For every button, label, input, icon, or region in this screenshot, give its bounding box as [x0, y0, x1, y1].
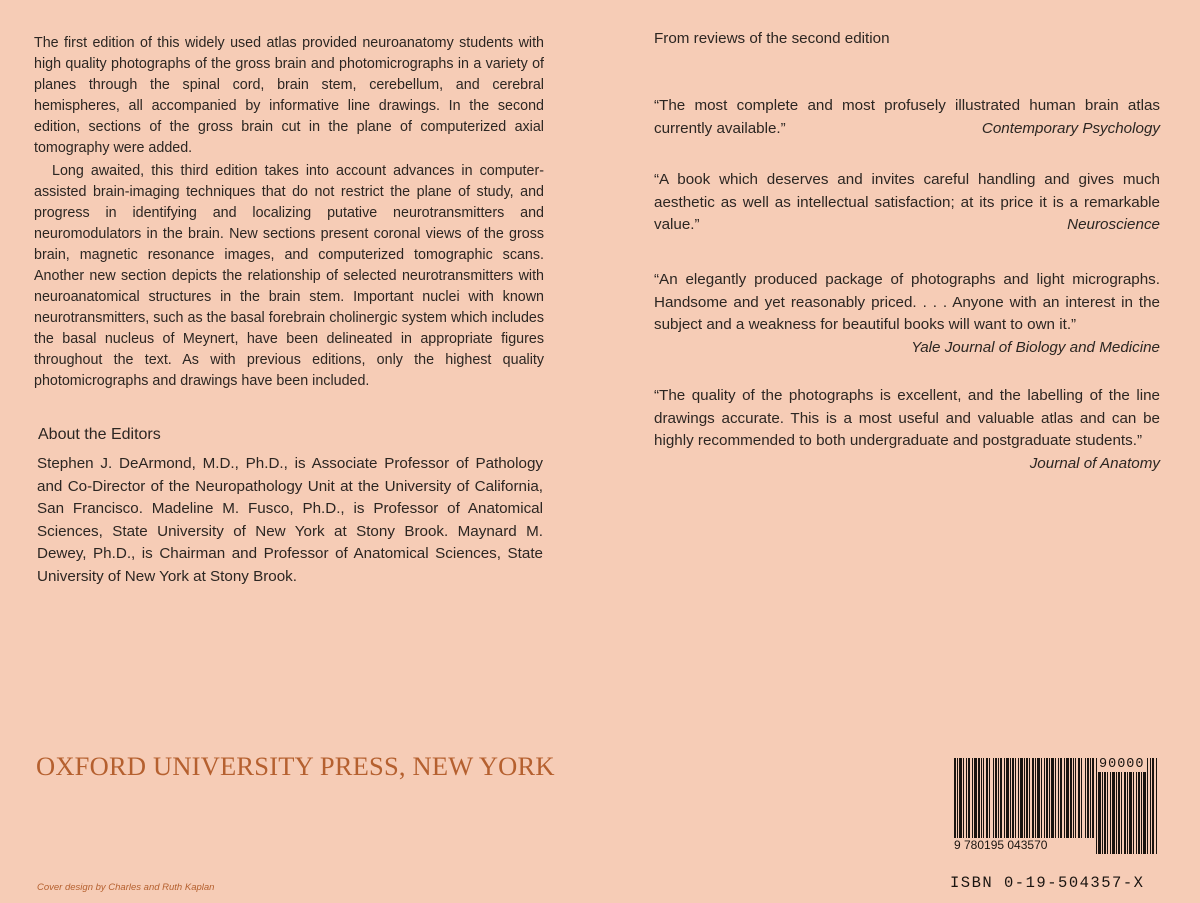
review-source: Neuroscience [1067, 216, 1160, 233]
barcode-bar [1041, 758, 1042, 838]
barcode-bar [1015, 758, 1016, 838]
barcode-bar [981, 758, 982, 838]
barcode-bar [957, 758, 958, 838]
barcode-price-code: 90000 [1099, 757, 1145, 772]
barcode-bar [954, 758, 956, 838]
description-section [34, 33, 544, 392]
review-quote-text: “The quality of the photographs is excellent, and the labelling of the line drawings accurate. This is a most useful and valuable atlas and can be highly recommended to both undergraduate and postgraduate students.” [654, 387, 1160, 449]
barcode-bar [1070, 758, 1072, 838]
barcode-bar [1026, 758, 1028, 838]
barcode-bar [1152, 758, 1154, 854]
barcode-bar [1046, 758, 1048, 838]
barcode-bar [993, 758, 994, 838]
review-quote-text: “A book which deserves and invites careful handling and gives much aesthetic as well as intellectual satisfaction; at its price it is a remarkable value.” [654, 171, 1160, 233]
review-source: Contemporary Psychology [981, 119, 1160, 137]
barcode-bar [1090, 758, 1091, 838]
barcode-bar [1104, 758, 1106, 854]
barcode-bar [989, 758, 990, 838]
barcode-digits: 9 780195 043570 [954, 838, 1048, 852]
barcode-bar [1102, 758, 1103, 854]
barcode-bar [1127, 758, 1128, 854]
barcode-bar [1010, 758, 1011, 838]
barcode-bar [1044, 758, 1045, 838]
barcode-bar [1004, 758, 1005, 838]
barcode-bar [1112, 758, 1115, 854]
barcode-bar [1092, 758, 1094, 838]
barcode-bar [995, 758, 997, 838]
barcode-bar [1096, 758, 1097, 854]
barcode-bar [1055, 758, 1056, 838]
barcode-bar [1078, 758, 1080, 838]
reviews-heading: From reviews of the second edition [654, 30, 890, 47]
barcode-bar [1081, 758, 1082, 838]
barcode-bar [1018, 758, 1019, 838]
barcode-bar [1133, 758, 1134, 854]
barcode-bar [1129, 758, 1132, 854]
barcode-bar [1035, 758, 1036, 838]
barcode-bar [1107, 758, 1108, 854]
barcode-bar [1051, 758, 1054, 838]
barcode-bar [1121, 758, 1122, 854]
description-paragraph-1: The first edition of this widely used atlas provided neuroanatomy students with high quality photographs of the gross brain and photomicrographs in a variety of planes through the spinal cord, brain stem, cerebellum, and cerebral hemispheres, all accompanied by informative line drawings. In the second edition, sections of the gross brain cut in the plane of computerized axial tomography were added. [34, 35, 544, 156]
barcode-bar [1064, 758, 1065, 838]
barcode-bar [972, 758, 973, 838]
review-quote-text: “An elegantly produced package of photographs and light micrographs. Handsome and yet reasonably priced. . . . Anyone with an interest in the subject and a weakness for beautiful books will want to own it.” [654, 271, 1160, 333]
barcode-bar [1156, 758, 1157, 854]
barcode-bar [1124, 758, 1126, 854]
review-quote-3 [654, 269, 1160, 359]
barcode-bar [963, 758, 964, 838]
about-editors-text: Stephen J. DeArmond, M.D., Ph.D., is Associate Professor of Pathology and Co-Director of the Neuropathology Unit at the University of California, San Francisco. Madeline M. Fusco, Ph.D., is Professor of Anatomical Sciences, State University of New York at Stony Brook. Maynard M. Dewey, Ph.D., is Chairman and Professor of Anatomical Sciences, State University of New York at Stony Brook. [37, 455, 543, 585]
barcode-bar [968, 758, 970, 838]
barcode-bar [1020, 758, 1023, 838]
isbn-number: ISBN 0-19-504357-X [950, 874, 1145, 892]
publisher-name: OXFORD UNIVERSITY PRESS, NEW YORK [36, 751, 555, 781]
barcode-bar [1075, 758, 1076, 838]
barcode-bar [1024, 758, 1025, 838]
barcode-bar [1136, 758, 1137, 854]
description-paragraph-2: Long awaited, this third edition takes into account advances in computer-assisted brain-imaging techniques that do not restrict the plane of study, and progress in identifying and localizing putative neurotransmitters and neuromodulators in the brain. New sections present coronal views of the gross brain, magnetic resonance images, and computerized tomographic scans. Another new section depicts the relationship of selected neurotransmitters with neuroanatomical structures in the brain stem. Important nuclei with known neurotransmitters, such as the basal forebrain cholinergic system which includes the basal nucleus of Meynert, have been delineated in appropriate figures throughout the text. As with previous editions, only the highest quality photomicrographs and drawings have been included. [34, 163, 544, 389]
about-editors-heading: About the Editors [38, 426, 161, 443]
barcode-bar [1049, 758, 1050, 838]
barcode-bar [1110, 758, 1111, 854]
review-quote-2 [654, 169, 1160, 237]
review-quote-1 [654, 95, 1160, 140]
review-source: Journal of Anatomy [1029, 454, 1160, 472]
barcode-bar [1116, 758, 1117, 854]
reviews-section [654, 28, 1160, 472]
barcode-bar [974, 758, 977, 838]
barcode-bar [1037, 758, 1040, 838]
barcode-bar [1032, 758, 1034, 838]
barcode-bar [1029, 758, 1030, 838]
barcode-bar [1147, 758, 1148, 854]
review-quote-text: “The most complete and most profusely illustrated human brain atlas currently available.” [654, 97, 1160, 137]
barcode-bar [1150, 758, 1151, 854]
barcode-bar [1098, 758, 1101, 854]
barcode-bar [1118, 758, 1120, 854]
barcode-bar [1012, 758, 1014, 838]
barcode-bar [986, 758, 988, 838]
barcode-bar [966, 758, 967, 838]
barcode-bar [959, 758, 962, 838]
barcode-bar [983, 758, 984, 838]
barcode-bar [1058, 758, 1059, 838]
barcode-bar [1006, 758, 1009, 838]
barcode-bar [1066, 758, 1069, 838]
barcode-bar [1085, 758, 1086, 838]
barcode-bar [1073, 758, 1074, 838]
barcode-bar [1138, 758, 1140, 854]
cover-design-credit: Cover design by Charles and Ruth Kaplan [37, 882, 215, 893]
review-source: Yale Journal of Biology and Medicine [911, 338, 1160, 356]
barcode-bar [1000, 758, 1002, 838]
barcode-bar [1060, 758, 1062, 838]
barcode-bar [998, 758, 999, 838]
barcode-bar [1087, 758, 1089, 838]
review-quote-4 [654, 385, 1160, 475]
barcode-bar [1143, 758, 1146, 854]
barcode-bar [978, 758, 980, 838]
barcode-bar [1141, 758, 1142, 854]
